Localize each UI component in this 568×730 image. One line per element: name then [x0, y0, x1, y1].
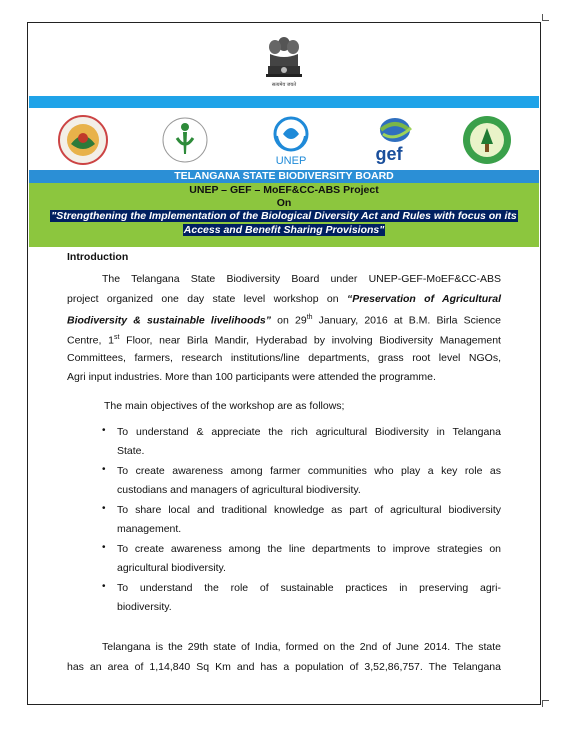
list-item: biodiversity. [117, 601, 172, 613]
intro-line-2: project organized one day state level workshop on “Preservation of Agricultural [67, 293, 501, 305]
intro-line-1: The Telangana State Biodiversity Board under UNEP-GEF-MoEF&CC-ABS [102, 273, 501, 285]
svg-text:gef: gef [375, 144, 403, 164]
project-banner [29, 183, 539, 247]
bullet-icon: • [102, 425, 106, 436]
headline-line-1: "Strengthening the Implementation of the Biological Diversity Act and Rules with focus on its [51, 210, 517, 222]
intro-line-5: Committees, farmers, research institutions/line departments, grass root level NGOs, [67, 352, 501, 364]
list-item: custodians and managers of agricultural biodiversity. [117, 484, 361, 496]
closing-line-2: has an area of 1,14,840 Sq Km and has a population of 3,52,86,757. The Telangana [67, 661, 501, 673]
closing-line-1: Telangana is the 29th state of India, formed on the 2nd of June 2014. The state [102, 641, 501, 653]
list-item: State. [117, 445, 145, 457]
list-item: To understand the role of sustainable practices in preserving agri- [117, 582, 501, 594]
nba-logo-icon [159, 114, 211, 166]
crop-mark-top [542, 14, 549, 21]
list-item: To create awareness among the line departments to improve strategies on [117, 543, 501, 555]
tsbb-logo-icon [461, 114, 513, 166]
list-item: To understand & appreciate the rich agricultural Biodiversity in Telangana [117, 426, 501, 438]
headline-line-2: Access and Benefit Sharing Provisions" [183, 224, 385, 236]
intro-line-6: Agri input industries. More than 100 participants were attended the programme. [67, 371, 436, 383]
partner-logos [29, 108, 539, 170]
list-item: To share local and traditional knowledge as part of agricultural biodiversity [117, 504, 501, 516]
project-line: UNEP – GEF – MoEF&CC-ABS Project [189, 184, 379, 196]
svg-text:UNEP: UNEP [275, 155, 307, 166]
on-line: On [276, 197, 292, 209]
bullet-icon: • [102, 581, 106, 592]
blue-band [29, 96, 539, 108]
list-item: agricultural biodiversity. [117, 562, 226, 574]
bullet-icon: • [102, 464, 106, 475]
bullet-icon: • [102, 542, 106, 553]
unep-logo-icon [265, 114, 317, 166]
list-item: management. [117, 523, 182, 535]
list-item: To create awareness among farmer communities who play a key role as [117, 465, 501, 477]
bullet-icon: • [102, 503, 106, 514]
board-title: TELANGANA STATE BIODIVERSITY BOARD [29, 170, 539, 183]
moef-logo-icon [57, 114, 109, 166]
emblem-caption: सत्यमेव जयते [271, 82, 297, 88]
gef-logo-icon [365, 114, 417, 166]
intro-line-4: Centre, 1st Floor, near Birla Mandir, Hyderabad by involving Biodiversity Management [67, 334, 501, 347]
intro-line-3: Biodiversity & sustainable livelihoods” on 29th January, 2016 at B.M. Birla Science [67, 314, 501, 327]
intro-heading: Introduction [67, 251, 129, 263]
objectives-lead: The main objectives of the workshop are as follows; [104, 400, 345, 412]
crop-mark-bottom [542, 700, 549, 707]
